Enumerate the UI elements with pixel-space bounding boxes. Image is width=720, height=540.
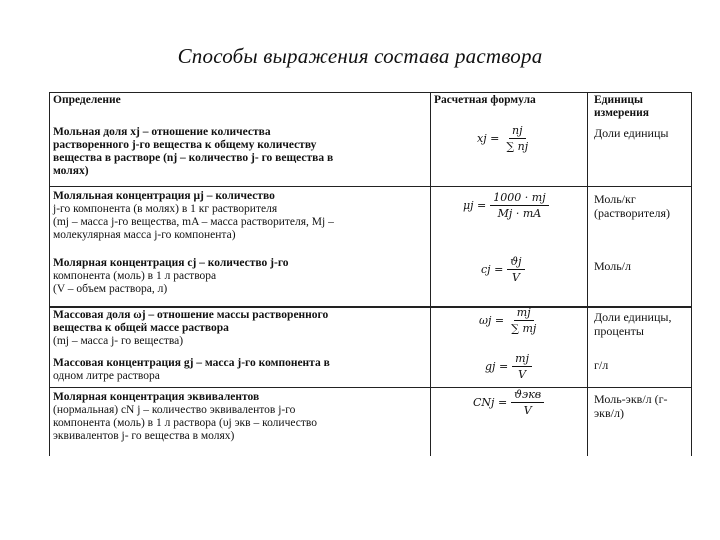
formula-mass-concentration: gj = $\frac{mj}{V}$: [485, 352, 532, 381]
unit-mass-concentration: г/л: [594, 358, 609, 372]
unit-mass-fraction-line1: Доли единицы,: [594, 310, 672, 324]
definition-line: компонента (моль) в 1 л раствора: [53, 270, 217, 282]
unit-normality-line1: Моль-экв/л (г-: [594, 392, 668, 406]
table-border-top: [49, 92, 692, 93]
definition-line: Массовая доля ωj – отношение массы растворенного: [53, 309, 329, 321]
unit-normality-line2: экв/л): [594, 406, 624, 420]
table-divider-1: [430, 92, 431, 456]
header-units-line2: измерения: [594, 107, 649, 119]
definition-line: Моляльная концентрация μj – количество: [53, 190, 275, 202]
table-border-left: [49, 92, 50, 456]
row-separator-thick: [49, 306, 692, 308]
definition-line: эквивалентов j- го вещества в молях): [53, 430, 235, 442]
definition-line: Молярная концентрация эквивалентов: [53, 391, 260, 403]
definition-line: (mj – масса j-го вещества, mA – масса растворителя, Mj –: [53, 216, 334, 228]
unit-mass-fraction-line2: проценты: [594, 324, 644, 338]
definition-line: молях): [53, 165, 89, 177]
definition-line: компонента (моль) в 1 л раствора (υj экв – количество: [53, 417, 317, 429]
slide-title: Способы выражения состава раствора: [177, 44, 543, 68]
row-separator: [49, 186, 692, 187]
header-formula: Расчетная формула: [434, 94, 536, 106]
definition-line: Мольная доля xj – отношение количества: [53, 126, 271, 138]
definition-line: (нормальная) cN j – количество эквивалентов j-го: [53, 404, 296, 416]
definition-line: (mj – масса j- го вещества): [53, 335, 184, 347]
definition-line: j-го компонента (в молях) в 1 кг растворителя: [53, 203, 278, 215]
unit-molarity: Моль/л: [594, 259, 631, 273]
row-separator: [49, 387, 692, 388]
definition-line: растворенного j-го вещества к общему количеству: [53, 139, 317, 151]
composition-table: [49, 92, 692, 456]
definition-line: Массовая концентрация gj – масса j-го компонента в: [53, 357, 330, 369]
definition-line: молекулярная масса j-го компонента): [53, 229, 236, 241]
definition-line: одном литре раствора: [53, 370, 160, 382]
definition-line: вещества в растворе (nj – количество j- го вещества в: [53, 152, 334, 164]
table-border-right: [691, 92, 692, 456]
formula-mole-fraction: xj = $\frac{nj}{\sum nj}$: [477, 124, 529, 153]
formula-molality: μj = $\frac{1000 \cdot mj}{Mj \cdot mA}$: [463, 191, 549, 220]
unit-molality-line1: Моль/кг: [594, 192, 636, 206]
table-divider-2: [587, 92, 588, 456]
definition-line: вещества к общей массе раствора: [53, 322, 229, 334]
formula-mass-fraction: ωj = $\frac{mj}{\sum mj}$: [479, 306, 537, 335]
definition-line: Молярная концентрация cj – количество j-го: [53, 257, 289, 269]
unit-mole-fraction: Доли единицы: [594, 126, 669, 140]
formula-molarity: cj = $\frac{ϑj}{V}$: [481, 255, 525, 284]
unit-molality-line2: (растворителя): [594, 206, 670, 220]
header-units-line1: Единицы: [594, 94, 643, 106]
header-definition: Определение: [53, 94, 121, 106]
formula-normality: CNj = $\frac{\text{ϑэкв}}{V}$: [473, 388, 544, 417]
definition-line: (V – объем раствора, л): [53, 283, 168, 295]
